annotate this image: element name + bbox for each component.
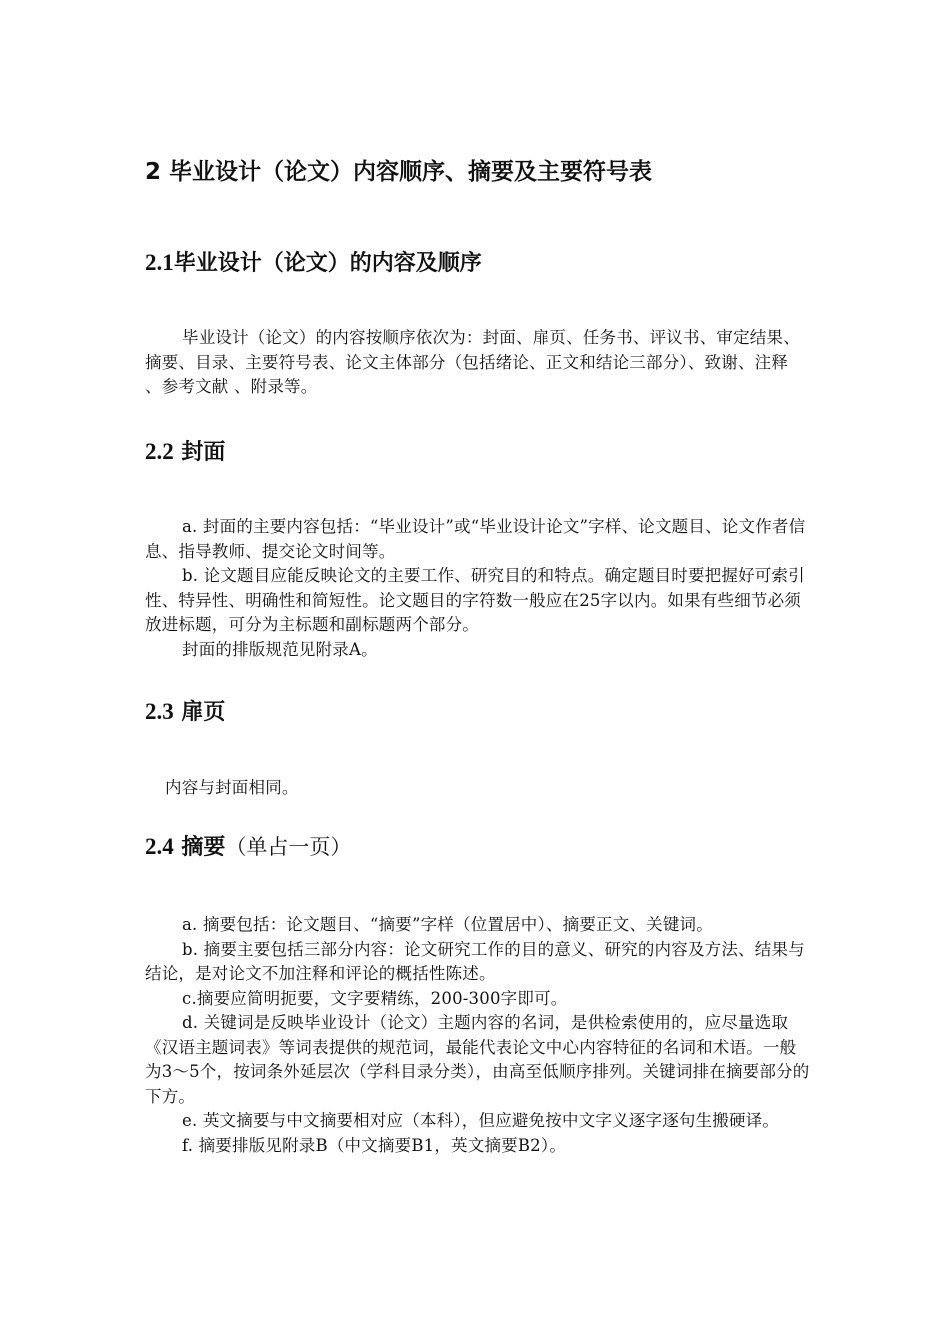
- section-number: 2.1: [145, 250, 174, 275]
- paragraph: f. 摘要排版见附录B（中文摘要B1，英文摘要B2）。: [182, 1135, 567, 1155]
- paragraph: 毕业设计（论文）的内容按顺序依次为：封面、扉页、任务书、评议书、审定结果、摘要、目录、主要符号表、论文主体部分（包括绪论、正文和结论三部分）、致谢、注释 、参考文献 、附录等。: [145, 328, 800, 396]
- section-number: 2.3: [145, 699, 174, 724]
- paragraph: a. 封面的主要内容包括：“毕业设计”或“毕业设计论文”字样、论文题目、论文作者信息、指导教师、提交论文时间等。: [145, 517, 806, 561]
- paragraph: e. 英文摘要与中文摘要相对应（本科），但应避免按中文字义逐字逐句生搬硬译。: [182, 1111, 780, 1130]
- section-number: 2.4: [145, 834, 174, 859]
- section-heading-2-3: [145, 695, 225, 726]
- section-number: 2.2: [145, 439, 174, 464]
- section-heading-2-2: [145, 435, 225, 466]
- paragraph: c.摘要应简明扼要，文字要精练，200-300字即可。: [182, 988, 568, 1008]
- section-body-2-3: [145, 776, 810, 801]
- paragraph: d. 关键词是反映毕业设计（论文）主题内容的名词，是供检索使用的，应尽量选取《汉语主题词表》等词表提供的规范词，最能代表论文中心内容特征的名词和术语。一般为3～5个，按词条外延层次（学科目录分类），由高至低顺序排列。关键词排在摘要部分的下方。: [145, 1013, 810, 1106]
- chapter-title: 2 毕业设计（论文）内容顺序、摘要及主要符号表: [145, 159, 653, 185]
- section-title: 封面: [181, 440, 226, 465]
- section-heading-2-1: [145, 246, 482, 277]
- section-title: 扉页: [181, 700, 226, 725]
- section-title: 摘要: [181, 835, 226, 860]
- section-body-2-4: [145, 913, 810, 1158]
- paragraph: a. 摘要包括：论文题目、“摘要”字样（位置居中）、摘要正文、关键词。: [182, 915, 713, 934]
- paragraph: 内容与封面相同。: [165, 778, 299, 797]
- section-title-suffix: （单占一页）: [225, 835, 352, 859]
- section-body-2-2: [145, 515, 810, 662]
- section-heading-2-4: [145, 830, 351, 861]
- section-body-2-1: [145, 326, 810, 400]
- paragraph: b. 摘要主要包括三部分内容：论文研究工作的目的意义、研究的内容及方法、结果与结论，是对论文不加注释和评论的概括性陈述。: [145, 939, 805, 983]
- paragraph: 封面的排版规范见附录A。: [182, 639, 378, 659]
- section-title: 毕业设计（论文）的内容及顺序: [173, 251, 482, 276]
- paragraph: b. 论文题目应能反映论文的主要工作、研究目的和特点。确定题目时要把握好可索引性、特异性、明确性和简短性。论文题目的字符数一般应在25字以内。如果有些细节必须放进标题，可分为主标题和副标题两个部分。: [145, 566, 805, 634]
